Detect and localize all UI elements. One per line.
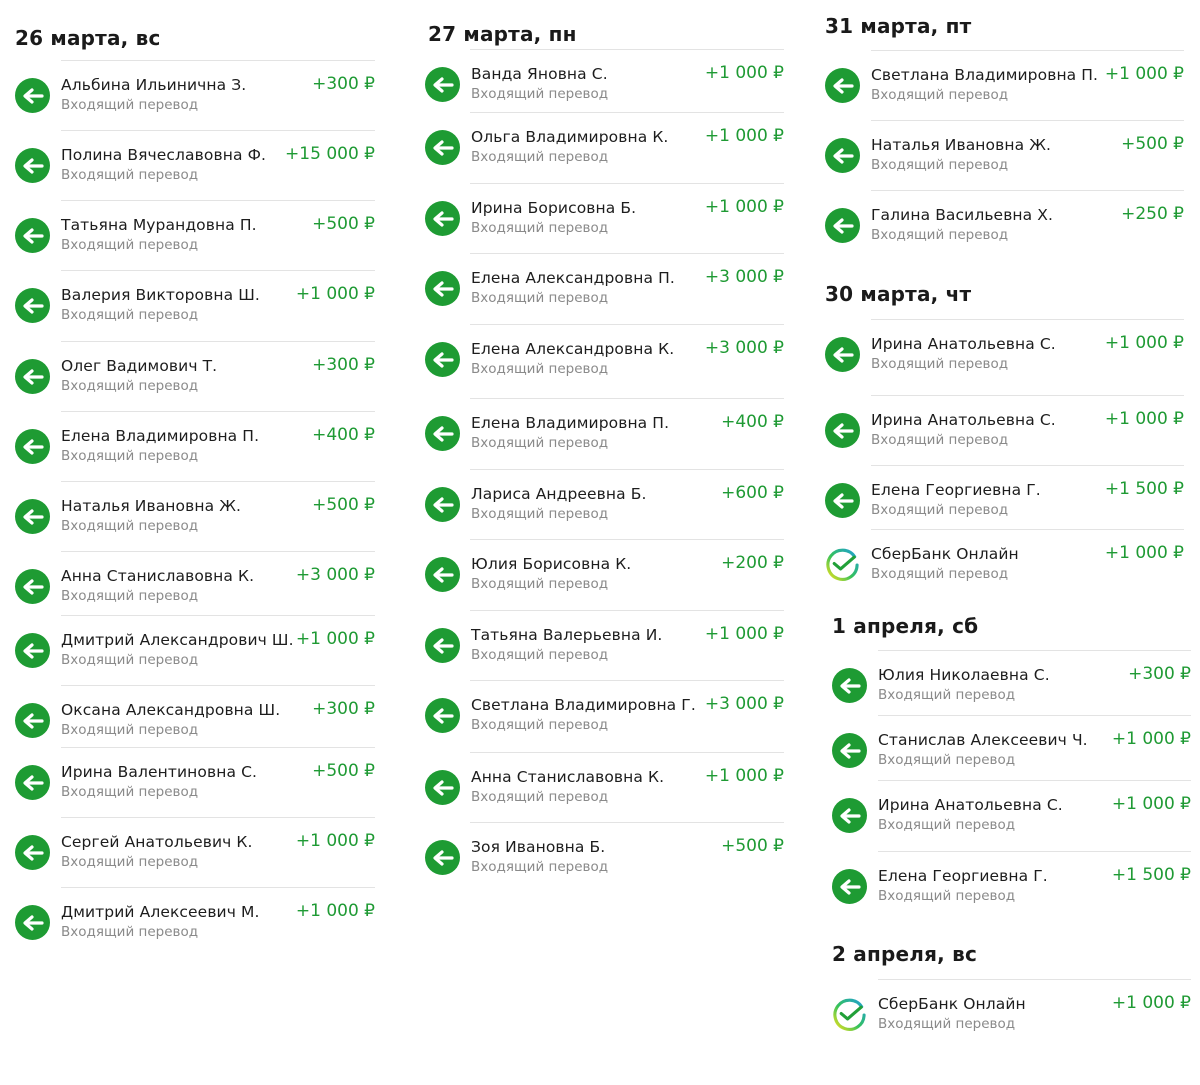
arrow-left-icon [425,770,460,805]
sender-name: Ирина Валентиновна С. [61,763,258,781]
arrow-left-icon [15,905,50,940]
transfer-type: Входящий перевод [61,854,199,870]
amount: +250 ₽ [1121,204,1184,224]
transaction-row[interactable] [412,183,792,253]
arrow-left-icon [425,130,460,165]
sender-name: Елена Александровна К. [471,340,675,358]
sender-name: Ирина Анатольевна С. [871,411,1056,429]
amount: +300 ₽ [312,74,375,94]
transfer-type: Входящий перевод [471,149,609,165]
arrow-left-icon [825,208,860,243]
transfer-type: Входящий перевод [871,432,1009,448]
sender-name: Станислав Алексеевич Ч. [878,731,1088,749]
arrow-left-icon [15,765,50,800]
sender-name: Олег Вадимович Т. [61,357,218,375]
transfer-type: Входящий перевод [878,817,1016,833]
arrow-left-icon [15,569,50,604]
amount: +300 ₽ [312,699,375,719]
amount: +1 000 ₽ [1104,333,1184,353]
transfer-type: Входящий перевод [61,518,199,534]
transfer-type: Входящий перевод [471,220,609,236]
sender-name: Наталья Ивановна Ж. [871,136,1052,154]
transfer-type: Входящий перевод [61,652,199,668]
sender-name: Светлана Владимировна Г. [471,696,696,714]
sender-name: СберБанк Онлайн [878,995,1026,1013]
amount: +1 000 ₽ [295,901,375,921]
arrow-left-icon [825,483,860,518]
sender-name: Сергей Анатольевич К. [61,833,253,851]
amount: +500 ₽ [312,495,375,515]
amount: +1 500 ₽ [1104,479,1184,499]
arrow-left-icon [15,78,50,113]
transfer-type: Входящий перевод [61,97,199,113]
arrow-left-icon [832,733,867,768]
arrow-left-icon [825,68,860,103]
arrow-left-icon [425,342,460,377]
arrow-left-icon [15,633,50,668]
transfer-type: Входящий перевод [471,647,609,663]
arrow-left-icon [425,840,460,875]
transfer-type: Входящий перевод [871,227,1009,243]
sender-name: Татьяна Мурандовна П. [61,216,257,234]
sender-name: Татьяна Валерьевна И. [471,626,663,644]
sender-name: Светлана Владимировна П. [871,66,1099,84]
amount: +1 000 ₽ [704,766,784,786]
sender-name: Альбина Ильинична З. [61,76,247,94]
amount: +1 000 ₽ [295,629,375,649]
sender-name: Елена Александровна П. [471,269,675,287]
transfer-type: Входящий перевод [871,566,1009,582]
transfer-type: Входящий перевод [61,167,199,183]
transfer-type: Входящий перевод [61,924,199,940]
sender-name: Дмитрий Александрович Ш. [61,631,294,649]
transfer-type: Входящий перевод [471,290,609,306]
transaction-row[interactable] [412,253,792,323]
amount: +3 000 ₽ [295,565,375,585]
transaction-row[interactable] [0,341,390,411]
transfer-type: Входящий перевод [878,1016,1016,1032]
sender-name: Анна Станиславовна К. [471,768,665,786]
transaction-row[interactable] [812,50,1200,120]
transaction-row[interactable] [0,817,390,887]
transaction-row[interactable] [812,395,1200,465]
amount: +3 000 ₽ [704,694,784,714]
sender-name: Полина Вячеславовна Ф. [61,146,267,164]
sender-name: Галина Васильевна Х. [871,206,1054,224]
day-header: 31 марта, пт [825,14,972,38]
transfer-type: Входящий перевод [471,435,609,451]
transaction-row[interactable] [0,481,390,551]
transfer-type: Входящий перевод [471,789,609,805]
amount: +1 000 ₽ [295,831,375,851]
day-header: 27 марта, пн [428,22,577,46]
transfer-type: Входящий перевод [61,237,199,253]
transaction-row[interactable] [812,465,1200,535]
sender-name: СберБанк Онлайн [871,545,1019,563]
sender-name: Ольга Владимировна К. [471,128,669,146]
transaction-row[interactable] [812,319,1200,389]
sender-name: Елена Владимировна П. [61,427,260,445]
transaction-row[interactable] [0,411,390,481]
transaction-row[interactable] [412,324,792,394]
arrow-left-icon [15,835,50,870]
amount: +500 ₽ [312,214,375,234]
amount: +1 000 ₽ [1104,409,1184,429]
amount: +500 ₽ [1121,134,1184,154]
transfer-type: Входящий перевод [471,717,609,733]
transfer-type: Входящий перевод [471,361,609,377]
transaction-row[interactable] [412,49,792,119]
transfer-type: Входящий перевод [871,157,1009,173]
transaction-row[interactable] [812,979,1200,1049]
amount: +1 000 ₽ [295,284,375,304]
sender-name: Валерия Викторовна Ш. [61,286,260,304]
arrow-left-icon [425,628,460,663]
day-header: 26 марта, вс [15,26,161,50]
transaction-row[interactable] [0,685,390,755]
transfer-type: Входящий перевод [471,86,609,102]
arrow-left-icon [15,429,50,464]
transaction-row[interactable] [0,551,390,621]
transaction-row[interactable] [412,752,792,822]
amount: +1 500 ₽ [1111,865,1191,885]
arrow-left-icon [15,288,50,323]
amount: +3 000 ₽ [704,338,784,358]
amount: +1 000 ₽ [1111,729,1191,749]
arrow-left-icon [425,201,460,236]
transaction-row[interactable] [812,780,1200,850]
transaction-row[interactable] [812,190,1200,260]
transaction-row[interactable] [412,680,792,750]
arrow-left-icon [832,668,867,703]
amount: +300 ₽ [312,355,375,375]
arrow-left-icon [15,703,50,738]
transaction-row[interactable] [812,650,1200,720]
arrow-left-icon [825,337,860,372]
amount: +1 000 ₽ [704,63,784,83]
transaction-row[interactable] [412,469,792,539]
day-header: 30 марта, чт [825,282,972,306]
transfer-type: Входящий перевод [61,784,199,800]
transfer-type: Входящий перевод [61,588,199,604]
amount: +500 ₽ [312,761,375,781]
transaction-row[interactable] [812,120,1200,190]
transaction-row[interactable] [412,112,792,182]
amount: +200 ₽ [721,553,784,573]
day-header: 2 апреля, вс [832,942,978,966]
transaction-row[interactable] [812,529,1200,599]
sender-name: Ванда Яновна С. [471,65,608,83]
arrow-left-icon [15,359,50,394]
sender-name: Ирина Анатольевна С. [871,335,1056,353]
transfer-type: Входящий перевод [61,307,199,323]
transfer-type: Входящий перевод [471,859,609,875]
transfer-type: Входящий перевод [871,356,1009,372]
transfer-type: Входящий перевод [871,502,1009,518]
sberbank-logo-icon [832,997,867,1032]
sender-name: Елена Георгиевна Г. [871,481,1041,499]
transfer-type: Входящий перевод [61,448,199,464]
arrow-left-icon [832,869,867,904]
arrow-left-icon [425,416,460,451]
transfer-type: Входящий перевод [61,722,199,738]
day-header: 1 апреля, сб [832,614,979,638]
sender-name: Лариса Андреевна Б. [471,485,647,503]
transfer-type: Входящий перевод [878,687,1016,703]
amount: +1 000 ₽ [1111,993,1191,1013]
amount: +1 000 ₽ [1104,64,1184,84]
sender-name: Оксана Александровна Ш. [61,701,281,719]
sender-name: Юлия Николаевна С. [878,666,1050,684]
transaction-row[interactable] [0,130,390,200]
amount: +1 000 ₽ [704,197,784,217]
transaction-row[interactable] [0,200,390,270]
sender-name: Анна Станиславовна К. [61,567,255,585]
arrow-left-icon [425,557,460,592]
transaction-row[interactable] [0,60,390,130]
amount: +1 000 ₽ [704,126,784,146]
arrow-left-icon [832,798,867,833]
arrow-left-icon [425,698,460,733]
arrow-left-icon [825,413,860,448]
amount: +500 ₽ [721,836,784,856]
amount: +300 ₽ [1128,664,1191,684]
arrow-left-icon [15,499,50,534]
amount: +400 ₽ [312,425,375,445]
transaction-row[interactable] [0,270,390,340]
arrow-left-icon [15,218,50,253]
transaction-row[interactable] [412,822,792,892]
arrow-left-icon [825,138,860,173]
sender-name: Наталья Ивановна Ж. [61,497,242,515]
transfer-type: Входящий перевод [878,752,1016,768]
arrow-left-icon [425,67,460,102]
sender-name: Елена Владимировна П. [471,414,670,432]
sender-name: Елена Георгиевна Г. [878,867,1048,885]
transfer-type: Входящий перевод [471,506,609,522]
transfer-type: Входящий перевод [61,378,199,394]
sender-name: Юлия Борисовна К. [471,555,632,573]
sender-name: Ирина Анатольевна С. [878,796,1063,814]
amount: +1 000 ₽ [704,624,784,644]
transaction-row[interactable] [0,615,390,685]
transaction-row[interactable] [412,539,792,609]
arrow-left-icon [15,148,50,183]
amount: +1 000 ₽ [1104,543,1184,563]
sender-name: Зоя Ивановна Б. [471,838,606,856]
transaction-row[interactable] [0,747,390,817]
transaction-row[interactable] [412,610,792,680]
sberbank-logo-icon [825,547,860,582]
amount: +600 ₽ [721,483,784,503]
transfer-type: Входящий перевод [471,576,609,592]
sender-name: Дмитрий Алексеевич М. [61,903,260,921]
transaction-row[interactable] [812,715,1200,785]
arrow-left-icon [425,271,460,306]
amount: +15 000 ₽ [285,144,375,164]
amount: +400 ₽ [721,412,784,432]
arrow-left-icon [425,487,460,522]
sender-name: Ирина Борисовна Б. [471,199,637,217]
amount: +1 000 ₽ [1111,794,1191,814]
transfer-type: Входящий перевод [878,888,1016,904]
transfer-type: Входящий перевод [871,87,1009,103]
transaction-row[interactable] [812,851,1200,921]
transaction-row[interactable] [412,398,792,468]
transaction-row[interactable] [0,887,390,957]
amount: +3 000 ₽ [704,267,784,287]
